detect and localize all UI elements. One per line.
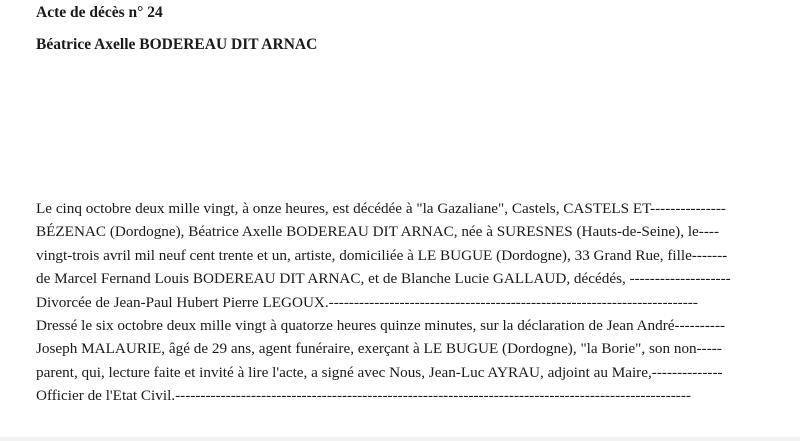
act-body-line: vingt-trois avril mil neuf cent trente et un, artiste, domiciliée à LE BUGUE (Dordogne), 33 Grand Rue, fille-------	[36, 246, 728, 264]
act-body-line: Le cinq octobre deux mille vingt, à onze heures, est décédée à "la Gazaliane", Castels, CASTELS ET---------------	[36, 200, 726, 217]
act-body-line: Dressé le six octobre deux mille vingt à quatorze heures quinze minutes, sur la déclaration de Jean André----------	[36, 316, 726, 334]
act-body-line: parent, qui, lecture faite et invité à lire l'acte, a signé avec Nous, Jean-Luc AYRAU, adjoint au Maire,--------------	[36, 363, 723, 381]
person-name: Béatrice Axelle BODEREAU DIT ARNAC	[36, 36, 318, 53]
act-body-line: Joseph MALAURIE, âgé de 29 ans, agent funéraire, exerçant à LE BUGUE (Dordogne), "la Borie", son non-----	[36, 340, 722, 358]
act-body-line: Divorcée de Jean-Paul Hubert Pierre LEGOUX.-------------------------------------------------------------------------	[36, 293, 698, 311]
act-title: Acte de décès n° 24	[36, 4, 163, 21]
act-body-line: BÉZENAC (Dordogne), Béatrice Axelle BODEREAU DIT ARNAC, née à SURESNES (Hauts-de-Seine), le----	[36, 223, 720, 241]
scan-edge	[0, 437, 800, 441]
act-body-line: Officier de l'Etat Civil.------------------------------------------------------------------------------------------------------	[36, 387, 691, 405]
act-body-line: de Marcel Fernand Louis BODEREAU DIT ARNAC, et de Blanche Lucie GALLAUD, décédés, --------------------	[36, 270, 731, 288]
act-body	[36, 197, 788, 408]
